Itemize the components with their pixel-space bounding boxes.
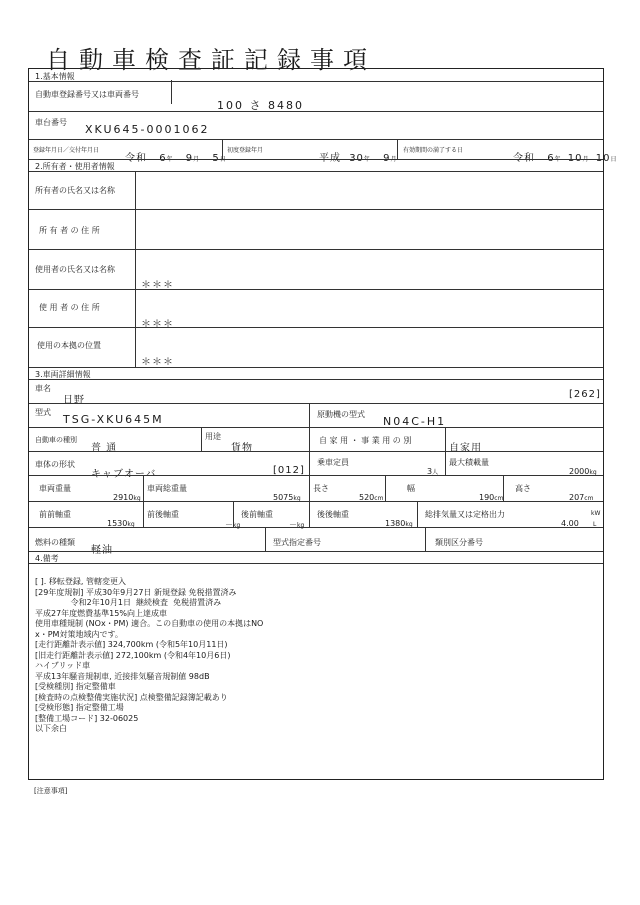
- front-rear-axle-weight: －kg: [225, 520, 241, 529]
- base-location: ＊＊＊: [141, 357, 174, 368]
- capacity-label: 乗車定員: [317, 458, 349, 467]
- rear-rear-axle-label: 後後軸重: [317, 510, 349, 519]
- expiry-date: 令和 6年 10月 10日: [513, 153, 618, 164]
- remarks-line: [走行距離計表示値] 324,700km (令和5年10月11日): [35, 640, 228, 649]
- model-code: TSG-XKU645M: [63, 413, 164, 426]
- vehicle-type-label: 自動車の種別: [35, 436, 77, 444]
- user-address-label: 使 用 者 の 住 所: [39, 303, 100, 312]
- remarks-line: [受検形態] 指定整備工場: [35, 703, 124, 712]
- displacement-label: 総排気量又は定格出力: [425, 510, 505, 519]
- divider: [29, 475, 603, 476]
- remarks-line: [旧走行距離計表示値] 272,100km (令和4年10月6日): [35, 650, 231, 660]
- first-registration-label: 初度登録年月: [227, 147, 264, 154]
- front-front-axle-weight: 1530kg: [107, 519, 135, 528]
- first-registration-date: 平成 30年 9月: [319, 153, 398, 164]
- divider: [29, 501, 603, 502]
- height: 207cm: [569, 493, 594, 502]
- model-label: 型式: [35, 408, 51, 417]
- length-label: 長さ: [313, 484, 329, 493]
- divider: [29, 379, 603, 380]
- rear-front-axle-label: 後前軸重: [241, 510, 273, 519]
- body-shape: キャブオーバ: [91, 469, 157, 480]
- remarks-line: 平成27年度燃費基準15%向上達成車: [35, 608, 167, 618]
- width-label: 幅: [407, 484, 415, 493]
- remarks-line: [29年度規制] 平成30年9月27日 新規登録 免税措置済み: [35, 587, 237, 597]
- max-load: 2000kg: [569, 467, 597, 476]
- divider: [29, 367, 603, 368]
- divider: [29, 111, 603, 112]
- maker-name: 日野: [63, 395, 85, 406]
- divider: [29, 451, 603, 452]
- section-vehicle-details: 3.車両詳細情報: [35, 370, 91, 379]
- remarks-text: [35, 577, 263, 735]
- front-front-axle-label: 前前軸重: [39, 510, 71, 519]
- business-use-label: 自 家 用 ・ 事 業 用 の 別: [319, 436, 412, 445]
- rear-rear-axle-weight: 1380kg: [385, 519, 413, 528]
- remarks-line: x・PM対策地域内です。: [35, 629, 123, 639]
- remarks-line: 以下余白: [35, 724, 67, 733]
- height-label: 高さ: [515, 484, 531, 493]
- front-rear-axle-label: 前後軸重: [147, 510, 179, 519]
- displacement: 4.00: [561, 519, 579, 528]
- section-basic-info: 1.基本情報: [35, 72, 75, 81]
- displacement-unit-kw: kW: [591, 510, 601, 517]
- section-owner-info: 2.所有者・使用者情報: [35, 162, 115, 171]
- fuel-type-label: 燃料の種類: [35, 538, 75, 547]
- vehicle-use: 貨物: [231, 443, 253, 454]
- issue-date-label: 登録年月日／交付年月日: [33, 147, 100, 154]
- divider: [29, 327, 603, 328]
- max-load-label: 最大積載量: [449, 458, 489, 467]
- divider: [29, 527, 603, 528]
- divider: [29, 403, 603, 404]
- chassis-number: XKU645-0001062: [85, 123, 210, 136]
- gross-weight: 5075kg: [273, 493, 301, 502]
- body-shape-code: [012]: [273, 465, 305, 476]
- user-address: ＊＊＊: [141, 319, 174, 330]
- divider: [29, 159, 603, 160]
- remarks-line: ハイブリッド車: [35, 661, 91, 670]
- divider: [29, 171, 603, 172]
- divider: [29, 289, 603, 290]
- capacity: 3人: [427, 467, 439, 476]
- vehicle-type: 普 通: [91, 443, 118, 454]
- class-number-label: 類別区分番号: [435, 538, 483, 547]
- user-name-label: 使用者の氏名又は名称: [35, 265, 115, 274]
- remarks-line: 令和2年10月1日 継続検査 免税措置済み: [35, 598, 222, 607]
- divider: [29, 427, 603, 428]
- certificate-form: [28, 68, 618, 780]
- base-location-label: 使用の本拠の位置: [37, 341, 101, 350]
- vehicle-weight-label: 車両重量: [39, 484, 71, 493]
- expiry-date-label: 有効期間の満了する日: [403, 147, 464, 154]
- divider: [29, 551, 603, 552]
- designation-number-label: 型式指定番号: [273, 538, 321, 547]
- issue-date: 令和 6年 9月 5日: [125, 153, 227, 164]
- divider: [29, 249, 603, 250]
- document-title: 自動車検査証記録事項: [46, 46, 376, 74]
- maker-code: [262]: [569, 389, 601, 400]
- remarks-line: [受検種別] 指定整備車: [35, 682, 116, 691]
- business-use: 自家用: [449, 443, 482, 454]
- section-remarks: 4.備考: [35, 554, 59, 563]
- registration-number: 100 さ 8480: [217, 99, 304, 112]
- rear-front-axle-weight: －kg: [289, 520, 305, 529]
- use-label: 用途: [205, 432, 221, 441]
- divider: [29, 139, 603, 140]
- remarks-line: [ ]. 移転登録, 管轄変更入: [35, 577, 126, 586]
- owner-name-label: 所有者の氏名又は名称: [35, 186, 115, 195]
- registration-number-label: 自動車登録番号又は車両番号: [35, 90, 139, 99]
- fuel-type: 軽油: [91, 545, 113, 556]
- length: 520cm: [359, 493, 384, 502]
- user-name: ＊＊＊: [141, 280, 174, 291]
- notes-heading: [注意事項]: [34, 787, 68, 795]
- divider: [29, 209, 603, 210]
- vehicle-weight: 2910kg: [113, 493, 141, 502]
- divider: [29, 563, 603, 564]
- gross-weight-label: 車両総重量: [147, 484, 187, 493]
- body-shape-label: 車体の形状: [35, 460, 75, 469]
- remarks-line: 平成13年騒音規制車, 近接排気騒音規制値 98dB: [35, 671, 210, 681]
- chassis-number-label: 車台番号: [35, 118, 67, 127]
- displacement-unit-l: L: [593, 521, 597, 528]
- owner-address-label: 所 有 者 の 住 所: [39, 226, 100, 235]
- remarks-line: 使用車種規制 (NOx・PM) 適合。この自動車の使用の本拠はNO: [35, 619, 264, 628]
- engine-model-label: 原動機の型式: [317, 410, 365, 419]
- maker-label: 車名: [35, 384, 51, 393]
- remarks-line: [整備工場コード] 32-06025: [35, 713, 139, 723]
- remarks-line: [検査時の点検整備実施状況] 点検整備記録簿記載あり: [35, 692, 228, 702]
- width: 190cm: [479, 493, 504, 502]
- engine-model: N04C-H1: [383, 415, 447, 428]
